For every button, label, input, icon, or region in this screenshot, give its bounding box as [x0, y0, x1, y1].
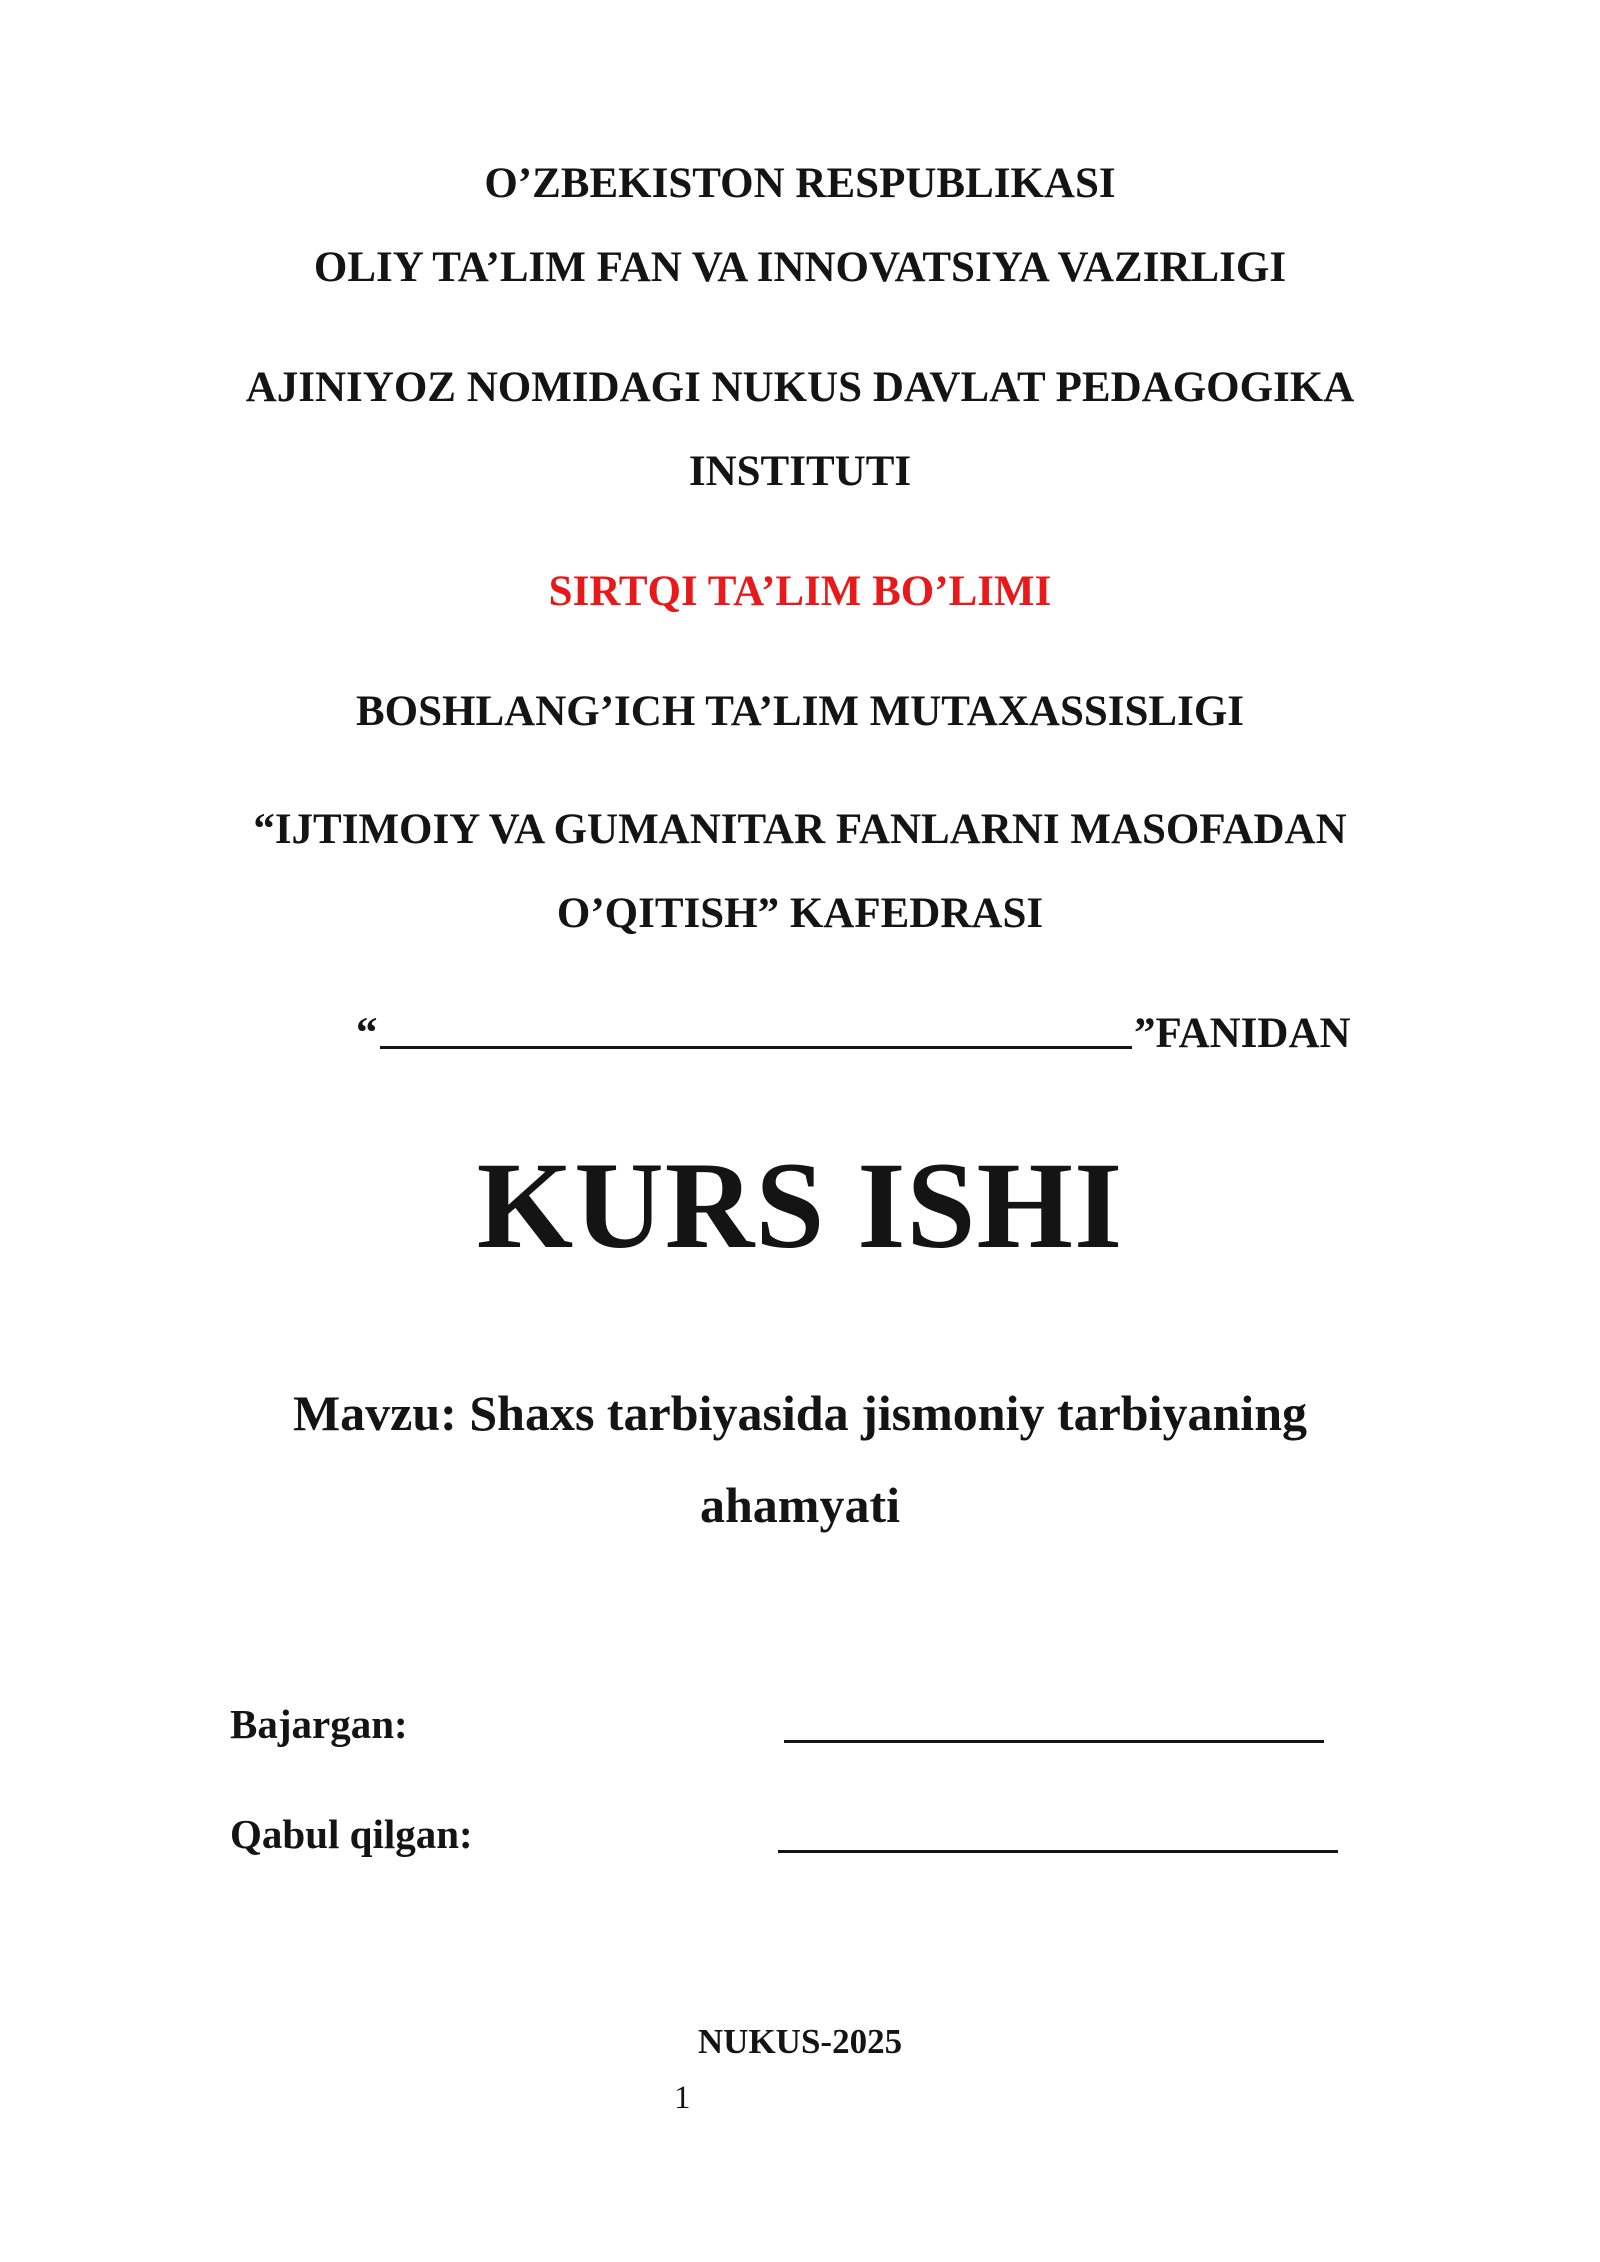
topic-line2: ahamyati [700, 1477, 900, 1533]
institute-name-line2: INSTITUTI [688, 448, 912, 495]
ministry-name: OLIY TA’LIM FAN VA INNOVATSIYA VAZIRLIGI [313, 244, 1287, 291]
done-by-label: Bajargan: [230, 1701, 408, 1747]
subject-underline [380, 1046, 1132, 1049]
institute-name-line1: AJINIYOZ NOMIDAGI NUKUS DAVLAT PEDAGOGIKA [245, 364, 1355, 411]
specialty-name: BOSHLANG’ICH TA’LIM MUTAXASSISLIGI [355, 688, 1245, 735]
subject-suffix: ”FANIDAN [1134, 1010, 1351, 1057]
department-name: SIRTQI TA’LIM BO’LIMI [548, 568, 1052, 615]
page-number: 1 [674, 2080, 691, 2116]
city-year: NUKUS-2025 [697, 2022, 903, 2061]
country-name: O’ZBEKISTON RESPUBLIKASI [484, 160, 1116, 207]
accepted-by-line [778, 1850, 1338, 1853]
chair-name-line1: “IJTIMOIY VA GUMANITAR FANLARNI MASOFADAN [253, 806, 1347, 853]
done-by-line [784, 1740, 1324, 1743]
document-title: KURS ISHI [476, 1137, 1124, 1274]
topic-line1: Mavzu: Shaxs tarbiyasida jismoniy tarbiyaning [292, 1385, 1307, 1441]
chair-name-line2: O’QITISH” KAFEDRASI [556, 890, 1044, 937]
subject-open-quote: “ [356, 1010, 378, 1057]
accepted-by-label: Qabul qilgan: [230, 1811, 473, 1857]
